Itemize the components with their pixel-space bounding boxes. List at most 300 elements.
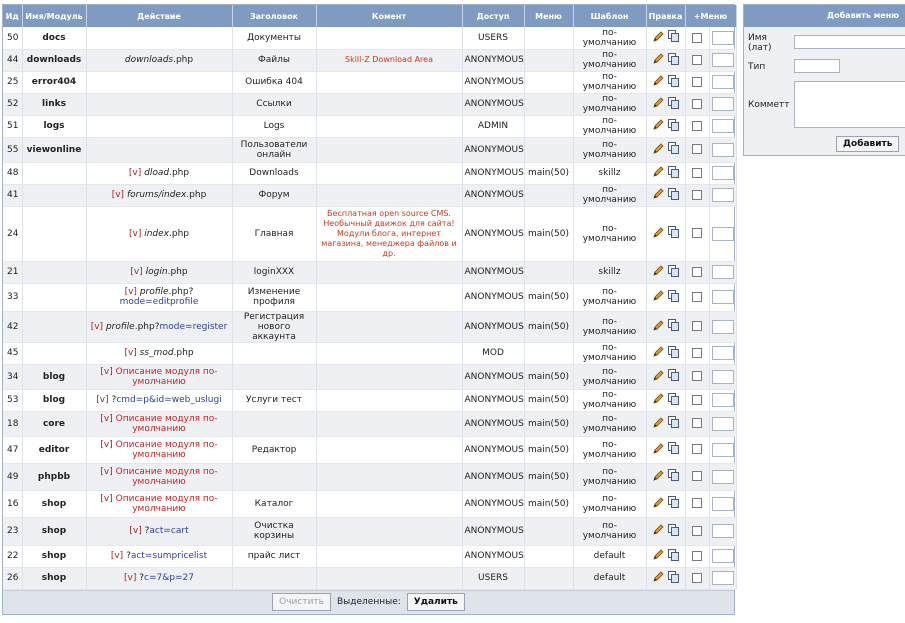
- row-title: Изменение профиля: [232, 283, 316, 311]
- view-link[interactable]: [v]: [124, 573, 137, 583]
- add-menu-input[interactable]: [712, 97, 734, 111]
- pencil-icon[interactable]: [652, 319, 665, 332]
- edit-actions: [652, 548, 680, 561]
- pencil-icon[interactable]: [652, 52, 665, 65]
- add-menu-input[interactable]: [712, 53, 734, 67]
- row-edit: [646, 342, 685, 364]
- pencil-icon[interactable]: [652, 469, 665, 482]
- row-menu: main(50): [524, 490, 573, 517]
- row-select: [685, 162, 709, 184]
- name-input[interactable]: [794, 35, 905, 49]
- row-edit: [646, 545, 685, 567]
- pencil-icon[interactable]: [652, 523, 665, 536]
- add-menu-input[interactable]: [712, 320, 734, 334]
- copy-icon[interactable]: [668, 142, 680, 154]
- row-select: [685, 463, 709, 490]
- copy-icon[interactable]: [668, 290, 680, 302]
- row-template: по-умолчанию: [573, 342, 646, 364]
- add-menu-input[interactable]: [712, 119, 734, 133]
- row-edit: [646, 490, 685, 517]
- row-title: прайс лист: [232, 545, 316, 567]
- action-ext: .php?: [168, 287, 194, 297]
- row-checkbox[interactable]: [692, 471, 702, 481]
- row-comment: [316, 342, 462, 364]
- row-checkbox[interactable]: [692, 573, 702, 583]
- col-id: Ид: [3, 5, 22, 27]
- table-row: [3, 283, 736, 311]
- row-edit: [646, 567, 685, 589]
- row-comment: [316, 162, 462, 184]
- pencil-icon[interactable]: [652, 96, 665, 109]
- row-title: Ошибка 404: [232, 71, 316, 93]
- clear-button[interactable]: Очистить: [272, 593, 331, 611]
- copy-icon[interactable]: [668, 442, 680, 454]
- view-link[interactable]: [v]: [100, 439, 113, 450]
- row-comment: [316, 463, 462, 490]
- row-template: default: [573, 567, 646, 589]
- row-edit: [646, 517, 685, 545]
- row-comment: [316, 115, 462, 137]
- copy-icon[interactable]: [668, 97, 680, 109]
- table-row: [3, 567, 736, 589]
- table-row: [3, 206, 736, 261]
- row-template: по-умолчанию: [573, 517, 646, 545]
- menu-table: [3, 5, 737, 590]
- row-menu: [524, 184, 573, 206]
- row-add-menu: [709, 206, 736, 261]
- row-add-menu: [709, 261, 736, 283]
- row-edit: [646, 364, 685, 389]
- row-action: [86, 463, 232, 490]
- copy-icon[interactable]: [668, 30, 680, 42]
- row-template: по-умолчанию: [573, 364, 646, 389]
- add-menu-input[interactable]: [712, 443, 734, 457]
- add-menu-input[interactable]: [712, 524, 734, 538]
- row-module: blog: [22, 364, 86, 389]
- view-link[interactable]: [v]: [100, 366, 113, 377]
- row-module: viewonline: [22, 137, 86, 162]
- col-add-menu: +Меню: [685, 5, 736, 27]
- edit-actions: [652, 74, 680, 87]
- row-comment: [316, 389, 462, 411]
- copy-icon[interactable]: [668, 188, 680, 200]
- add-menu-input[interactable]: [712, 549, 734, 563]
- pencil-icon[interactable]: [652, 264, 665, 277]
- row-title: Logs: [232, 115, 316, 137]
- edit-actions: [652, 142, 680, 155]
- row-select: [685, 184, 709, 206]
- row-add-menu: [709, 364, 736, 389]
- add-menu-input[interactable]: [712, 470, 734, 484]
- row-comment: [316, 184, 462, 206]
- row-select: [685, 490, 709, 517]
- action-ext: .php: [169, 168, 190, 178]
- row-access: ANONYMOUS: [462, 137, 524, 162]
- comment-label: Комметт: [748, 100, 790, 110]
- copy-icon[interactable]: [668, 53, 680, 65]
- row-menu: [524, 137, 573, 162]
- table-row: [3, 137, 736, 162]
- pencil-icon[interactable]: [652, 442, 665, 455]
- row-select: [685, 49, 709, 71]
- comment-textarea[interactable]: [794, 81, 905, 128]
- pencil-icon[interactable]: [652, 345, 665, 358]
- table-row: [3, 364, 736, 389]
- row-action: [86, 342, 232, 364]
- col-access: Доступ: [462, 5, 524, 27]
- table-row: [3, 517, 736, 545]
- row-module: core: [22, 411, 86, 436]
- type-label: Тип: [748, 62, 766, 72]
- copy-icon[interactable]: [668, 549, 680, 561]
- row-menu: [524, 93, 573, 115]
- pencil-icon[interactable]: [652, 142, 665, 155]
- row-checkbox[interactable]: [692, 168, 702, 178]
- row-add-menu: [709, 490, 736, 517]
- row-action: [86, 283, 232, 311]
- pencil-icon[interactable]: [652, 74, 665, 87]
- row-checkbox[interactable]: [692, 190, 702, 200]
- row-access: ANONYMOUS: [462, 206, 524, 261]
- pencil-icon[interactable]: [652, 548, 665, 561]
- row-edit: [646, 311, 685, 342]
- row-edit: [646, 49, 685, 71]
- row-edit: [646, 162, 685, 184]
- row-template: по-умолчанию: [573, 311, 646, 342]
- row-menu: main(50): [524, 411, 573, 436]
- row-menu: [524, 517, 573, 545]
- row-action: [86, 71, 232, 93]
- row-menu: main(50): [524, 389, 573, 411]
- row-access: ANONYMOUS: [462, 364, 524, 389]
- row-access: ANONYMOUS: [462, 545, 524, 567]
- row-comment: [316, 436, 462, 463]
- row-menu: main(50): [524, 436, 573, 463]
- row-checkbox[interactable]: [692, 33, 702, 43]
- row-edit: [646, 93, 685, 115]
- add-menu-input[interactable]: [712, 166, 734, 180]
- row-select: [685, 436, 709, 463]
- edit-actions: [652, 264, 680, 277]
- type-input[interactable]: [794, 59, 840, 73]
- row-checkbox[interactable]: [692, 292, 702, 302]
- comment-text: Skill-Z Download Area: [344, 55, 433, 64]
- copy-icon[interactable]: [668, 571, 680, 583]
- add-menu-input[interactable]: [712, 265, 734, 279]
- selected-label: Выделенные:: [336, 597, 401, 607]
- action-file: downloads: [124, 55, 174, 65]
- row-action: [86, 567, 232, 589]
- row-action: [86, 311, 232, 342]
- row-comment: [316, 49, 462, 71]
- add-menu-input[interactable]: [712, 75, 734, 89]
- row-checkbox[interactable]: [692, 55, 702, 65]
- view-link[interactable]: [v]: [100, 466, 113, 477]
- row-add-menu: [709, 411, 736, 436]
- view-link[interactable]: [v]: [128, 228, 142, 239]
- row-add-menu: [709, 517, 736, 545]
- row-checkbox[interactable]: [692, 348, 702, 358]
- row-title: Регистрация нового аккаунта: [232, 311, 316, 342]
- row-id: 23: [3, 517, 22, 545]
- copy-icon[interactable]: [668, 265, 680, 277]
- row-id: 47: [3, 436, 22, 463]
- row-comment: [316, 364, 462, 389]
- row-access: ANONYMOUS: [462, 311, 524, 342]
- delete-button[interactable]: Удалить: [407, 593, 465, 611]
- edit-actions: [652, 96, 680, 109]
- row-select: [685, 283, 709, 311]
- row-id: 45: [3, 342, 22, 364]
- row-module: logs: [22, 115, 86, 137]
- row-access: ADMIN: [462, 115, 524, 137]
- row-edit: [646, 436, 685, 463]
- row-comment: [316, 206, 462, 261]
- add-menu-input[interactable]: [712, 370, 734, 384]
- add-menu-input[interactable]: [712, 497, 734, 511]
- copy-icon[interactable]: [668, 469, 680, 481]
- row-title: [232, 463, 316, 490]
- row-module: editor: [22, 436, 86, 463]
- row-id: 48: [3, 162, 22, 184]
- table-row: [3, 311, 736, 342]
- row-access: ANONYMOUS: [462, 436, 524, 463]
- copy-icon[interactable]: [668, 319, 680, 331]
- row-action: [86, 411, 232, 436]
- pencil-icon[interactable]: [652, 570, 665, 583]
- action-ext: .php: [173, 348, 194, 358]
- view-link[interactable]: [v]: [130, 267, 143, 277]
- view-link[interactable]: [v]: [110, 551, 124, 561]
- add-menu-input[interactable]: [712, 393, 734, 407]
- row-checkbox[interactable]: [692, 121, 702, 131]
- module-description: Описание модуля по-умолчанию: [115, 413, 218, 434]
- row-comment: [316, 545, 462, 567]
- pencil-icon[interactable]: [652, 187, 665, 200]
- row-edit: [646, 261, 685, 283]
- row-checkbox[interactable]: [692, 228, 702, 238]
- row-checkbox[interactable]: [692, 551, 702, 561]
- row-id: 51: [3, 115, 22, 137]
- row-menu: [524, 115, 573, 137]
- copy-icon[interactable]: [668, 119, 680, 131]
- view-link[interactable]: [v]: [111, 190, 125, 200]
- edit-actions: [652, 187, 680, 200]
- add-menu-input[interactable]: [712, 417, 734, 431]
- row-action: [86, 517, 232, 545]
- row-add-menu: [709, 545, 736, 567]
- row-access: USERS: [462, 27, 524, 49]
- view-link[interactable]: [v]: [96, 395, 109, 405]
- row-select: [685, 311, 709, 342]
- row-comment: [316, 311, 462, 342]
- table-row: [3, 411, 736, 436]
- row-action: [86, 184, 232, 206]
- copy-icon[interactable]: [668, 524, 680, 536]
- row-module: [22, 206, 86, 261]
- copy-icon[interactable]: [668, 416, 680, 428]
- row-edit: [646, 115, 685, 137]
- row-add-menu: [709, 436, 736, 463]
- row-add-menu: [709, 184, 736, 206]
- row-select: [685, 517, 709, 545]
- row-id: 41: [3, 184, 22, 206]
- pencil-icon[interactable]: [652, 392, 665, 405]
- row-module: shop: [22, 567, 86, 589]
- row-checkbox[interactable]: [692, 395, 702, 405]
- add-menu-input[interactable]: [712, 571, 734, 585]
- row-menu: main(50): [524, 283, 573, 311]
- row-menu: main(50): [524, 206, 573, 261]
- row-template: default: [573, 545, 646, 567]
- pencil-icon[interactable]: [652, 118, 665, 131]
- row-checkbox[interactable]: [692, 498, 702, 508]
- edit-actions: [652, 345, 680, 358]
- row-checkbox[interactable]: [692, 418, 702, 428]
- row-checkbox[interactable]: [692, 321, 702, 331]
- add-menu-input[interactable]: [712, 188, 734, 202]
- row-comment: [316, 567, 462, 589]
- table-row: [3, 115, 736, 137]
- table-row: [3, 71, 736, 93]
- view-link[interactable]: [v]: [129, 526, 142, 536]
- copy-icon[interactable]: [668, 346, 680, 358]
- row-title: [232, 364, 316, 389]
- view-link[interactable]: [v]: [100, 493, 113, 504]
- row-module: [22, 342, 86, 364]
- edit-actions: [652, 442, 680, 455]
- row-id: 16: [3, 490, 22, 517]
- add-menu-input[interactable]: [712, 290, 734, 304]
- edit-actions: [652, 369, 680, 382]
- pencil-icon[interactable]: [652, 30, 665, 43]
- row-template: по-умолчанию: [573, 115, 646, 137]
- row-select: [685, 27, 709, 49]
- view-link[interactable]: [v]: [128, 168, 142, 178]
- view-link[interactable]: [v]: [124, 287, 137, 297]
- table-row: [3, 545, 736, 567]
- row-title: Файлы: [232, 49, 316, 71]
- row-menu: main(50): [524, 311, 573, 342]
- row-checkbox[interactable]: [692, 444, 702, 454]
- add-menu-input[interactable]: [712, 31, 734, 45]
- row-template: по-умолчанию: [573, 463, 646, 490]
- row-add-menu: [709, 311, 736, 342]
- row-access: MOD: [462, 342, 524, 364]
- pencil-icon[interactable]: [652, 289, 665, 302]
- row-select: [685, 567, 709, 589]
- row-title: Услуги тест: [232, 389, 316, 411]
- row-menu: [524, 567, 573, 589]
- module-description: Описание модуля по-умолчанию: [115, 439, 218, 460]
- row-access: USERS: [462, 567, 524, 589]
- row-title: Каталог: [232, 490, 316, 517]
- action-ext: .php: [169, 228, 189, 239]
- copy-icon[interactable]: [668, 496, 680, 508]
- pencil-icon[interactable]: [652, 416, 665, 429]
- action-query: cmd=p&id=web_uslugi: [116, 395, 222, 405]
- row-checkbox[interactable]: [692, 77, 702, 87]
- table-row: [3, 389, 736, 411]
- action-query: mode=register: [159, 321, 228, 332]
- action-file: forums/index: [126, 190, 187, 200]
- pencil-icon[interactable]: [652, 369, 665, 382]
- copy-icon[interactable]: [668, 226, 680, 238]
- row-id: 42: [3, 311, 22, 342]
- row-access: ANONYMOUS: [462, 517, 524, 545]
- row-template: по-умолчанию: [573, 137, 646, 162]
- row-comment: [316, 71, 462, 93]
- row-menu: [524, 342, 573, 364]
- row-comment: [316, 93, 462, 115]
- pencil-icon[interactable]: [652, 165, 665, 178]
- row-menu: [524, 545, 573, 567]
- row-comment: [316, 27, 462, 49]
- action-ext: ?: [126, 551, 131, 561]
- row-template: skillz: [573, 162, 646, 184]
- row-action: [86, 162, 232, 184]
- row-id: 22: [3, 545, 22, 567]
- row-add-menu: [709, 49, 736, 71]
- table-row: [3, 27, 736, 49]
- add-menu-input[interactable]: [712, 346, 734, 360]
- row-title: Downloads: [232, 162, 316, 184]
- row-checkbox[interactable]: [692, 526, 702, 536]
- module-description: Описание модуля по-умолчанию: [115, 366, 218, 387]
- row-select: [685, 71, 709, 93]
- row-select: [685, 261, 709, 283]
- row-action: [86, 49, 232, 71]
- row-checkbox[interactable]: [692, 267, 702, 277]
- row-select: [685, 411, 709, 436]
- view-link[interactable]: [v]: [100, 413, 113, 424]
- row-add-menu: [709, 389, 736, 411]
- row-add-menu: [709, 93, 736, 115]
- row-checkbox[interactable]: [692, 99, 702, 109]
- row-template: по-умолчанию: [573, 436, 646, 463]
- row-access: ANONYMOUS: [462, 93, 524, 115]
- row-action: [86, 137, 232, 162]
- action-ext: .php: [186, 190, 207, 200]
- add-button[interactable]: Добавить: [836, 136, 899, 152]
- row-add-menu: [709, 115, 736, 137]
- row-template: по-умолчанию: [573, 49, 646, 71]
- row-action: [86, 490, 232, 517]
- copy-icon[interactable]: [668, 393, 680, 405]
- row-module: downloads: [22, 49, 86, 71]
- copy-icon[interactable]: [668, 166, 680, 178]
- pencil-icon[interactable]: [652, 226, 665, 239]
- edit-actions: [652, 496, 680, 509]
- table-row: [3, 49, 736, 71]
- module-description: Описание модуля по-умолчанию: [115, 466, 218, 487]
- view-link[interactable]: [v]: [90, 321, 104, 332]
- copy-icon[interactable]: [668, 369, 680, 381]
- edit-actions: [652, 469, 680, 482]
- row-id: 25: [3, 71, 22, 93]
- row-checkbox[interactable]: [692, 371, 702, 381]
- view-link[interactable]: [v]: [124, 348, 137, 358]
- add-menu-input[interactable]: [712, 227, 734, 241]
- pencil-icon[interactable]: [652, 496, 665, 509]
- row-module: [22, 162, 86, 184]
- row-id: 55: [3, 137, 22, 162]
- row-checkbox[interactable]: [692, 144, 702, 154]
- copy-icon[interactable]: [668, 75, 680, 87]
- add-menu-input[interactable]: [712, 143, 734, 157]
- row-menu: [524, 71, 573, 93]
- row-menu: [524, 49, 573, 71]
